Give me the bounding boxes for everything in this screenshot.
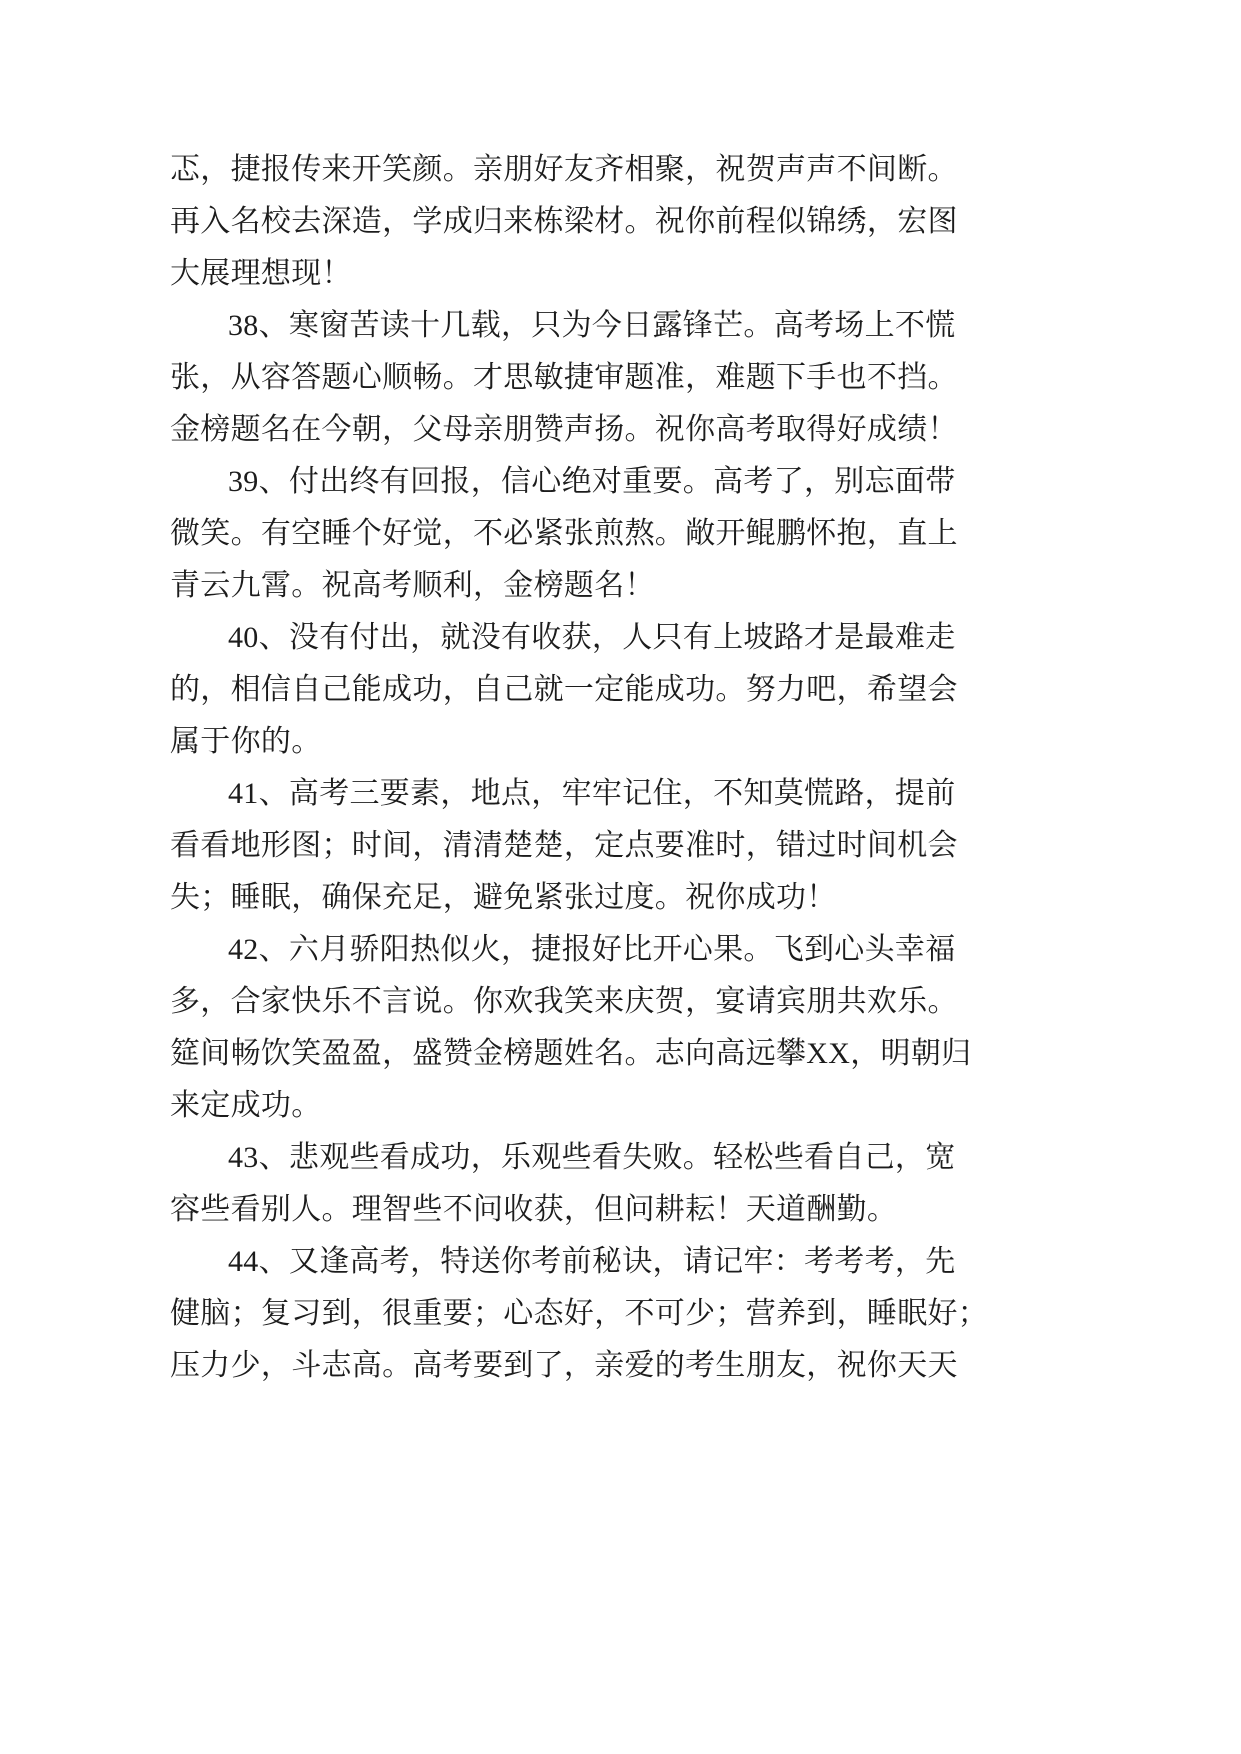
paragraph-42 [170,924,970,1132]
text-line: 38、寒窗苦读十几载，只为今日露锋芒。高考场上不慌 [228,309,956,342]
text-line: 多，合家快乐不言说。你欢我笑来庆贺，宴请宾朋共欢乐。 [170,985,958,1018]
text-line: 压力少，斗志高。高考要到了，亲爱的考生朋友，祝你天天 [170,1349,958,1382]
text-line: 看看地形图；时间，清清楚楚，定点要准时，错过时间机会 [170,829,958,862]
text-line: 健脑；复习到，很重要；心态好，不可少；营养到，睡眠好； [170,1297,989,1330]
paragraph-41 [170,768,970,924]
text-line: 青云九霄。祝高考顺利，金榜题名！ [170,569,655,602]
text-line: 42、六月骄阳热似火，捷报好比开心果。飞到心头幸福 [228,933,956,966]
text-line: 忑，捷报传来开笑颜。亲朋好友齐相聚，祝贺声声不间断。 [170,153,958,186]
paragraph-40 [170,612,970,768]
text-line: 属于你的。 [170,725,322,758]
text-line: 筵间畅饮笑盈盈，盛赞金榜题姓名。志向高远攀XX，明朝归 [170,1037,972,1070]
paragraph-43 [170,1132,970,1236]
text-line: 失；睡眠，确保充足，避免紧张过度。祝你成功！ [170,881,837,914]
text-line: 容些看别人。理智些不问收获，但问耕耘！天道酬勤。 [170,1193,898,1226]
text-body [170,144,989,1392]
paragraph-39 [170,456,970,612]
text-line: 微笑。有空睡个好觉，不必紧张煎熬。敞开鲲鹏怀抱，直上 [170,517,958,550]
text-line: 44、又逢高考，特送你考前秘诀，请记牢：考考考，先 [228,1245,956,1278]
text-line: 39、付出终有回报，信心绝对重要。高考了，别忘面带 [228,465,956,498]
text-line: 张，从容答题心顺畅。才思敏捷审题准，难题下手也不挡。 [170,361,958,394]
text-line: 43、悲观些看成功，乐观些看失败。轻松些看自己，宽 [228,1141,956,1174]
paragraph-continuation [170,144,970,300]
text-line: 再入名校去深造，学成归来栋梁材。祝你前程似锦绣，宏图 [170,205,958,238]
text-line: 的，相信自己能成功，自己就一定能成功。努力吧，希望会 [170,673,958,706]
text-line: 41、高考三要素，地点，牢牢记住，不知莫慌路，提前 [228,777,956,810]
text-line: 来定成功。 [170,1089,322,1122]
text-line: 大展理想现！ [170,257,352,290]
text-line: 40、没有付出，就没有收获，人只有上坡路才是最难走 [228,621,956,654]
paragraph-44 [170,1236,989,1392]
paragraph-38 [170,300,970,456]
text-line: 金榜题名在今朝，父母亲朋赞声扬。祝你高考取得好成绩！ [170,413,958,446]
